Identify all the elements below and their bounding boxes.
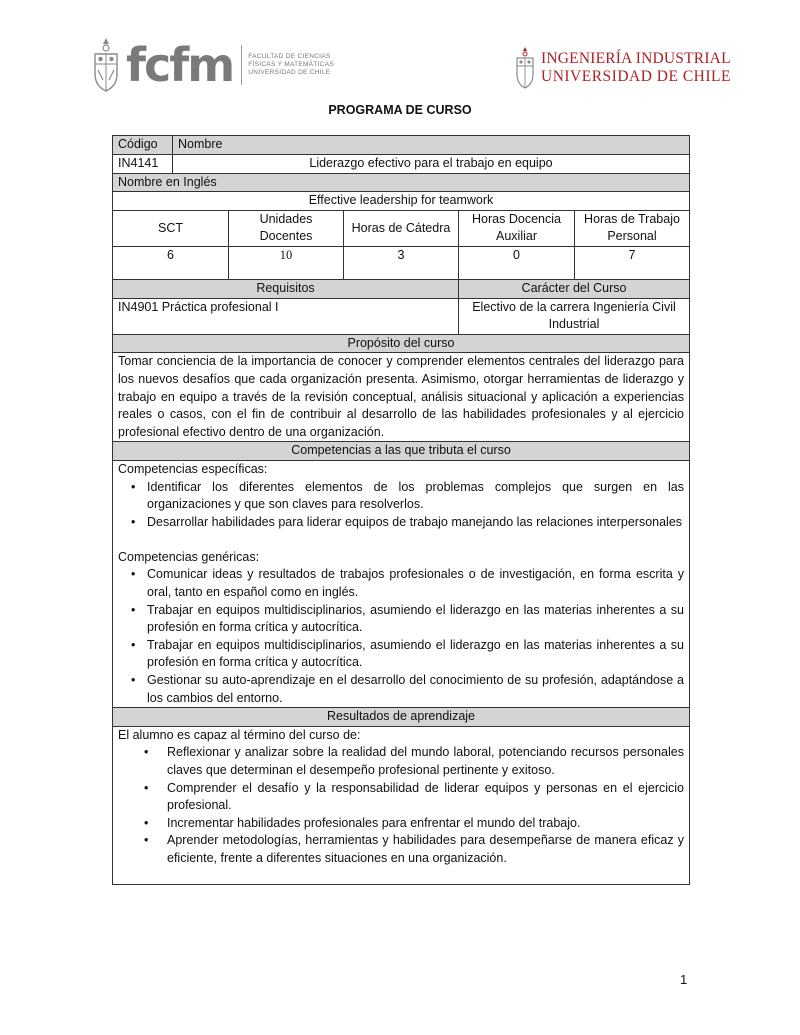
table-row xyxy=(113,173,690,192)
nombre-ingles-label: Nombre en Inglés xyxy=(113,173,690,192)
list-item: • Comprender el desafío y la responsabilidad de liderar equipos y personas en el ejercicio profesional. xyxy=(118,780,684,815)
resultados-label: Resultados de aprendizaje xyxy=(113,708,690,727)
hours-value-catedra: 3 xyxy=(344,246,459,279)
list-item: • Trabajar en equipos multidisciplinarios, asumiendo el liderazgo en las materias inherentes a su profesión en forma crítica y autocrítica. xyxy=(118,602,684,637)
page-number: 1 xyxy=(680,972,688,987)
ingenieria-line2: UNIVERSIDAD DE CHILE xyxy=(541,68,731,85)
table-row xyxy=(113,334,690,353)
nombre-value: Liderazgo efectivo para el trabajo en equipo xyxy=(173,155,690,174)
list-item: • Comunicar ideas y resultados de trabajos profesionales o de investigación, en forma escrita y oral, tanto en español como en inglés. xyxy=(118,566,684,601)
table-row xyxy=(113,726,690,884)
fcfm-subtitle-line: FÍSICAS Y MATEMÁTICAS xyxy=(248,61,334,68)
nombre-ingles-value: Effective leadership for teamwork xyxy=(113,192,690,211)
fcfm-subtitle-line: UNIVERSIDAD DE CHILE xyxy=(248,69,331,76)
table-row xyxy=(113,353,690,442)
genericas-label: Competencias genéricas: xyxy=(118,549,260,564)
fcfm-logo xyxy=(92,36,334,94)
fcfm-subtitle xyxy=(248,53,334,77)
caracter-label: Carácter del Curso xyxy=(459,279,690,298)
course-program-table xyxy=(112,135,690,885)
list-item: • Trabajar en equipos multidisciplinarios, asumiendo el liderazgo en las materias inherentes a su profesión en forma crítica y autocrítica. xyxy=(118,637,684,672)
genericas-list xyxy=(118,566,684,707)
competencias-cell xyxy=(113,460,690,707)
caracter-value: Electivo de la carrera Ingeniería Civil Industrial xyxy=(459,298,690,334)
hours-value-unidades: 10 xyxy=(229,246,344,279)
list-item: • Identificar los diferentes elementos de los problemas complejos que surgen en las organizaciones y que son claves para resolverlos. xyxy=(118,479,684,514)
especificas-label: Competencias específicas: xyxy=(118,461,268,476)
fcfm-wordmark: fcfm xyxy=(126,38,234,92)
hours-header-personal: Horas de Trabajo Personal xyxy=(575,210,690,246)
list-item: • Desarrollar habilidades para liderar equipos de trabajo manejando las relaciones interpersonales xyxy=(118,514,684,532)
spacer xyxy=(118,531,684,549)
proposito-text: Tomar conciencia de la importancia de conocer y comprender elementos centrales del liderazgo para los nuevos desafíos que cada organización presenta. Asimismo, otorgar herramientas de liderazgo y trabajo en equipo a través de la revisión conceptual, análisis situacional y aplicación a experiencias reales o casos, con el fin de contribuir al desarrollo de las habilidades profesionales y al ejercicio profesional efectivo dentro de una organización. xyxy=(113,353,690,442)
ingenieria-industrial-logo xyxy=(515,46,731,90)
fcfm-subtitle-line: FACULTAD DE CIENCIAS xyxy=(248,53,331,60)
hours-header-catedra: Horas de Cátedra xyxy=(344,210,459,246)
especificas-list xyxy=(118,479,684,532)
logo-divider xyxy=(241,45,242,85)
table-row xyxy=(113,442,690,461)
table-row xyxy=(113,136,690,155)
resultados-list xyxy=(118,744,684,867)
resultados-intro: El alumno es capaz al término del curso de: xyxy=(118,727,361,742)
requisitos-label: Requisitos xyxy=(113,279,459,298)
list-item: • Reflexionar y analizar sobre la realidad del mundo laboral, potenciando recursos personales claves que determinan el desempeño profesional pertinente y exitoso. xyxy=(118,744,684,779)
table-row xyxy=(113,460,690,707)
list-item: • Aprender metodologías, herramientas y habilidades para desempeñarse de manera eficaz y eficiente, frente a diferentes situaciones en una organización. xyxy=(118,832,684,867)
list-item: • Gestionar su auto-aprendizaje en el desarrollo del conocimiento de su profesión, adaptándose a los cambios del entorno. xyxy=(118,672,684,707)
codigo-value: IN4141 xyxy=(113,155,173,174)
page-header xyxy=(0,0,800,100)
table-row xyxy=(113,298,690,334)
list-item: • Incrementar habilidades profesionales para enfrentar el mundo del trabajo. xyxy=(118,815,684,833)
university-seal-icon xyxy=(92,36,120,94)
hours-header-sct: SCT xyxy=(113,210,229,246)
document-title: PROGRAMA DE CURSO xyxy=(328,103,472,117)
table-row xyxy=(113,210,690,246)
hours-value-personal: 7 xyxy=(575,246,690,279)
requisitos-value: IN4901 Práctica profesional I xyxy=(113,298,459,334)
codigo-label: Código xyxy=(113,136,173,155)
proposito-label: Propósito del curso xyxy=(113,334,690,353)
ingenieria-line1: INGENIERÍA INDUSTRIAL xyxy=(541,50,731,67)
table-row xyxy=(113,155,690,174)
hours-value-sct: 6 xyxy=(113,246,229,279)
hours-value-auxiliar: 0 xyxy=(459,246,575,279)
hours-header-unidades: Unidades Docentes xyxy=(229,210,344,246)
nombre-label: Nombre xyxy=(173,136,690,155)
table-row xyxy=(113,246,690,279)
table-row xyxy=(113,279,690,298)
hours-header-auxiliar: Horas Docencia Auxiliar xyxy=(459,210,575,246)
competencias-label: Competencias a las que tributa el curso xyxy=(113,442,690,461)
table-row xyxy=(113,192,690,211)
ingenieria-seal-icon xyxy=(515,46,535,90)
table-row xyxy=(113,708,690,727)
resultados-cell xyxy=(113,726,690,884)
